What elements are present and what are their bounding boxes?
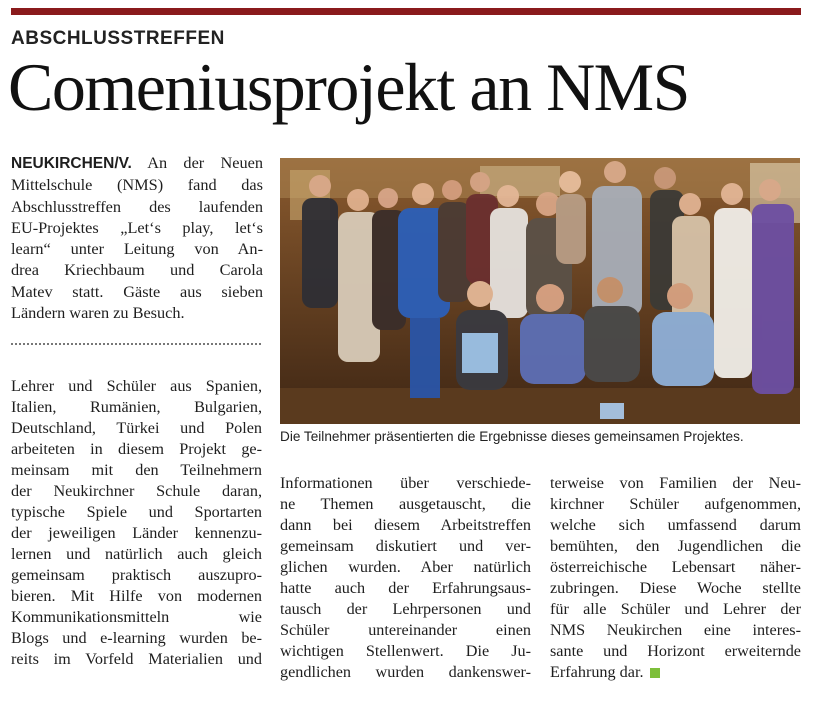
lead-line-0: NEUKIRCHEN/V. An der Neuen: [11, 153, 263, 172]
body-line: Schüler untereinander einen: [280, 621, 531, 639]
body-line: Informationen über verschiede-: [280, 474, 531, 492]
body-line: arbeiteten in diesem Projekt ge-: [11, 440, 262, 458]
top-rule: [11, 8, 801, 15]
lead-line: EU-Projektes „Let‘s play, let‘s: [11, 217, 263, 237]
lead-line: Ländern waren zu Besuch.: [11, 303, 185, 323]
body-line: ne Themen ausgetauscht, die: [280, 495, 531, 513]
lead-line: Abschlusstreffen des laufenden: [11, 196, 263, 216]
body-line: Lehrer und Schüler aus Spanien,: [11, 377, 262, 395]
kicker: ABSCHLUSSTREFFEN: [11, 28, 225, 49]
body-column-1: [11, 376, 262, 670]
body-line: lernen und natürlich auch gleich: [11, 545, 262, 563]
group-photo-illustration: [280, 158, 800, 424]
body-line: Deutschland, Türkei und Polen: [11, 419, 262, 437]
body-line: welche sich umfassend darum: [550, 516, 801, 534]
dotted-separator: [11, 343, 261, 345]
body-line: glichen wurden. Aber natürlich: [280, 558, 531, 576]
body-line: hatte auch der Erfahrungsaus-: [280, 579, 531, 597]
body-line: Kommunikationsmitteln wie: [11, 608, 262, 626]
lead-line: Matev statt. Gäste aus sieben: [11, 281, 263, 301]
body-line: NMS Neukirchen eine interes-: [550, 621, 801, 639]
body-line: gendlichen wurden dankenswer-: [280, 663, 531, 681]
body-column-2: [280, 473, 531, 683]
body-line: wichtigen Stellenwert. Die Ju-: [280, 642, 531, 660]
body-line: dann bei diesem Arbeitstreffen: [280, 516, 531, 534]
lead-paragraph: [11, 152, 263, 323]
body-line: reits im Vorfeld Materialien und: [11, 650, 262, 668]
body-line-final: Erfahrung dar.: [550, 662, 801, 683]
body-line: kirchner Schüler aufgenommen,: [550, 495, 801, 513]
headline: Comeniusprojekt an NMS: [8, 49, 689, 125]
body-line: Blogs und e-learning wurden be-: [11, 629, 262, 647]
photo-caption: Die Teilnehmer präsentierten die Ergebnisse dieses gemeinsamen Projektes.: [280, 429, 744, 444]
body-line: gemeinsam praktisch auszupro-: [11, 566, 262, 584]
dateline: NEUKIRCHEN/V.: [11, 155, 132, 172]
article-end-mark: [650, 668, 660, 678]
body-line: terweise von Familien der Neu-: [550, 474, 801, 492]
body-line: bieren. Mit Hilfe von modernen: [11, 587, 262, 605]
body-line: tausch der Lehrpersonen und: [280, 600, 531, 618]
body-line: der jeweiligen Länder kennenzu-: [11, 524, 262, 542]
body-line: typische Spiele und Sportarten: [11, 503, 262, 521]
body-line: für alle Schüler und Lehrer der: [550, 600, 801, 618]
body-line: zubringen. Diese Woche stellte: [550, 579, 801, 597]
body-column-3: [550, 473, 801, 683]
body-line: bemühten, den Jugendlichen die: [550, 537, 801, 555]
group-photo: [280, 158, 800, 424]
lead-line: Mittelschule (NMS) fand das: [11, 175, 263, 195]
body-line: österreichische Lebensart näher-: [550, 558, 801, 576]
body-line: Italien, Rumänien, Bulgarien,: [11, 398, 262, 416]
body-line: der Neukirchner Schule daran,: [11, 482, 262, 500]
body-line: gemeinsam diskutiert und ver-: [280, 537, 531, 555]
body-line: meinsam mit den Teilnehmern: [11, 461, 262, 479]
body-line: sante und Horizont erweiternde: [550, 642, 801, 660]
lead-line: learn“ unter Leitung von An-: [11, 239, 263, 259]
lead-line: drea Kriechbaum und Carola: [11, 260, 263, 280]
